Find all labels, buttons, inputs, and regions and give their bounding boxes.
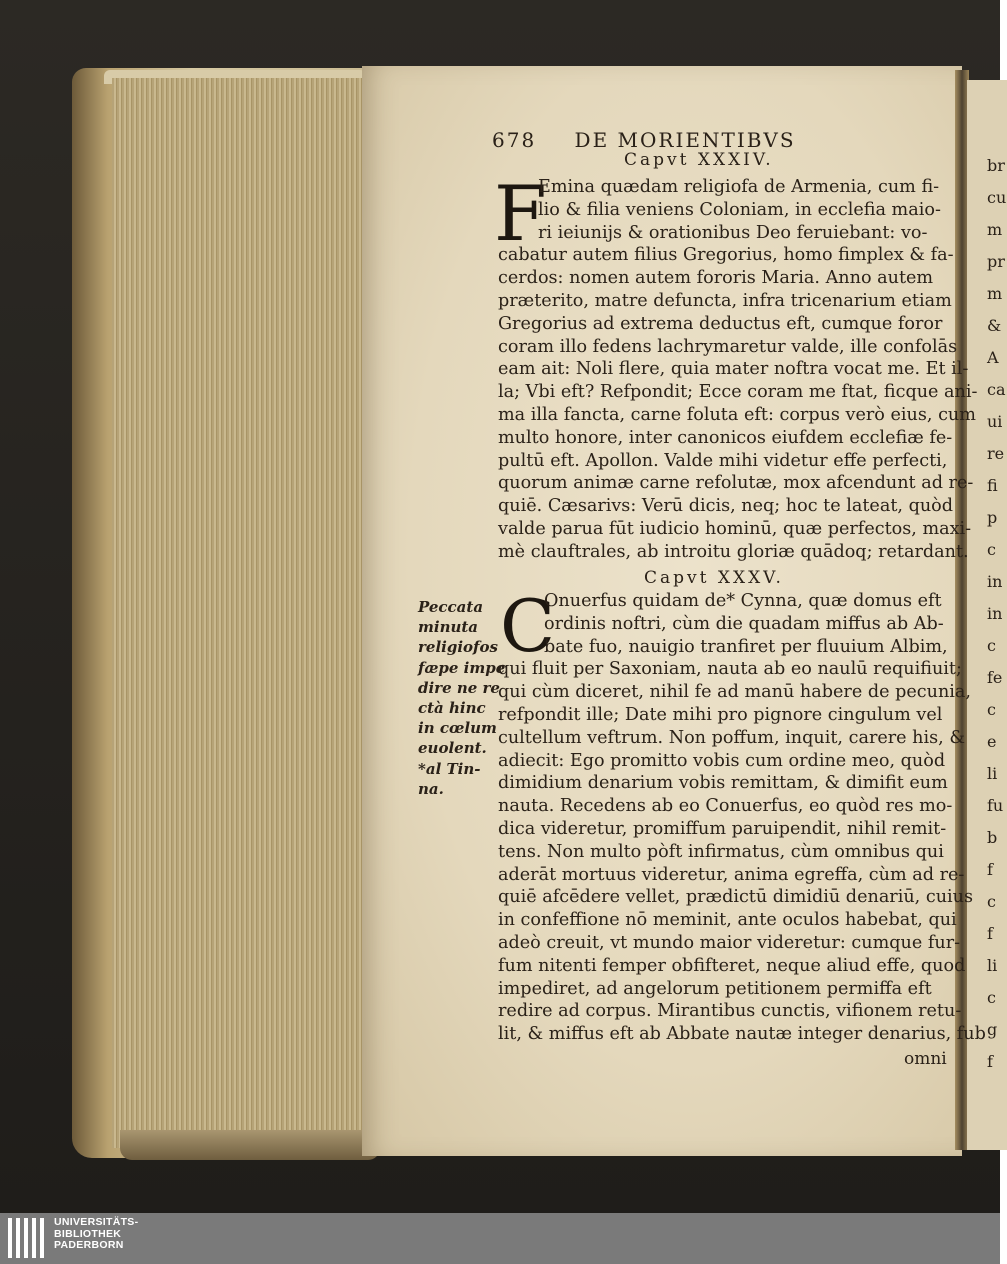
facing-page-fragment: pr: [987, 252, 1005, 271]
text-line: tens. Non multo pòft infirmatus, cùm omnibus qui: [498, 841, 944, 862]
text-line: fum nitenti femper obfifteret, neque aliud effe, quod: [498, 955, 966, 976]
text-line: ma illa fancta, carne foluta eft: corpus verò eius, cum: [498, 404, 976, 425]
marginal-note-line: in cœlum: [418, 719, 497, 738]
logo-line-1: UNIVERSITÄTS-: [54, 1216, 139, 1228]
chapter-heading-35: Capvt XXXV.: [644, 568, 784, 588]
facing-page-fragment: m: [987, 284, 1003, 303]
marginal-note-line: Peccata: [418, 598, 484, 616]
text-line: adeò creuit, vt mundo maior videretur: cumque fur-: [498, 932, 961, 953]
facing-page-fragment: re: [987, 444, 1005, 463]
facing-page-fragment: ca: [987, 380, 1006, 399]
facing-page-fragment: li: [987, 956, 998, 975]
page-block-edges: [112, 78, 365, 1148]
facing-page-fragment: p: [987, 508, 998, 527]
facing-page-fragment: A: [987, 348, 999, 367]
text-line: cabatur autem filius Gregorius, homo fimplex & fa-: [498, 245, 954, 266]
facing-page-fragment: &: [987, 316, 1002, 335]
text-line: Gregorius ad extrema deductus eft, cumque foror: [498, 313, 943, 334]
facing-page-fragment: e: [987, 732, 997, 751]
marginal-note-line: ctà hinc: [418, 699, 486, 718]
facing-page-fragment: in: [987, 572, 1003, 591]
facing-page-fragment: c: [987, 988, 996, 1007]
drop-capital-f: F: [494, 169, 547, 258]
facing-page-fragment: in: [987, 604, 1003, 623]
text-line: multo honore, inter canonicos eiufdem ecclefiæ fe-: [498, 427, 953, 448]
facing-page-fragment: ui: [987, 412, 1003, 431]
facing-page-fragment: li: [987, 764, 998, 783]
running-header: [492, 128, 796, 152]
facing-page-fragment: fi: [987, 476, 998, 495]
marginal-note-line: na.: [418, 779, 444, 798]
facing-page-fragment: m: [987, 220, 1003, 239]
text-line: valde parua fūt iudicio hominū, quæ perfectos, maxi-: [498, 518, 972, 539]
text-line: refpondit ille; Date mihi pro pignore cingulum vel: [498, 704, 943, 725]
text-line: ordinis noftri, cùm die quadam miffus ab Ab-: [544, 613, 944, 634]
marginal-note: [418, 597, 505, 799]
facing-page-fragment: f: [987, 860, 993, 879]
page-number: 678: [492, 128, 537, 152]
facing-page-fragment: br: [987, 156, 1005, 175]
marginal-note-line: dire ne re: [418, 678, 500, 697]
facing-page-fragment: c: [987, 892, 996, 911]
marginal-note-line: religiofos: [418, 638, 498, 657]
text-line: dica videretur, promiffum paruipendit, nihil remit-: [498, 818, 947, 839]
facing-page-fragment: g: [987, 1020, 998, 1039]
facing-page-fragment: c: [987, 700, 996, 719]
text-line: cerdos: nomen autem fororis Maria. Anno autem: [498, 268, 934, 289]
drop-capital-c: C: [500, 584, 556, 668]
marginal-note-line: euolent.: [418, 739, 487, 758]
catchword: omni: [904, 1049, 947, 1069]
text-line: eam ait: Noli flere, quia mater noftra vocat me. Et il-: [498, 359, 969, 380]
text-line: redire ad corpus. Mirantibus cunctis, vifionem retu-: [498, 1001, 962, 1022]
chapter-35-text: [498, 584, 986, 1046]
text-line: ri ieiunijs & orationibus Deo feruiebant: vo-: [538, 222, 928, 243]
marginal-note-line: minuta: [418, 618, 479, 637]
facing-page-fragment: f: [987, 1052, 993, 1071]
text-line: in confeffione nō meminit, ante oculos habebat, qui: [498, 910, 957, 931]
text-line: quorum animæ carne refolutæ, mox afcendunt ad re-: [498, 473, 974, 494]
text-line: cultellum veftrum. Non poffum, inquit, carere his, &: [498, 727, 966, 748]
logo-line-2: BIBLIOTHEK: [54, 1227, 122, 1240]
logo-line-3: PADERBORN: [54, 1239, 124, 1251]
text-line: pultū eft. Apollon. Valde mihi videtur effe perfecti,: [498, 450, 948, 471]
text-line: bate fuo, nauigio tranfiret per fluuium Albim,: [544, 636, 948, 657]
text-line: præterito, matre defuncta, infra tricenarium etiam: [498, 290, 952, 311]
facing-page-fragment: b: [987, 828, 998, 847]
marginal-note-line: fæpe impe: [418, 658, 506, 677]
text-line: Onuerfus quidam de* Cynna, quæ domus eft: [544, 591, 942, 611]
facing-page-fragment: c: [987, 636, 996, 655]
facing-page-fragment: fu: [987, 796, 1004, 815]
facing-page-fragment: c: [987, 540, 996, 559]
library-footer-bar: [0, 1213, 1000, 1264]
text-line: quiē. Cæsarivs: Verū dicis, neq; hoc te lateat, quòd: [498, 496, 954, 517]
chapter-34-text: [498, 176, 977, 564]
text-line: aderāt mortuus videretur, anima egreffa, cùm ad re-: [498, 864, 965, 885]
text-line: dimidium denarium vobis remittam, & dimifit eum: [498, 773, 948, 794]
marginal-note-line: *al Tin-: [418, 759, 481, 778]
chapter-heading-34: Capvt XXXIV.: [624, 150, 774, 170]
facing-page-fragment: fe: [987, 668, 1003, 687]
text-line: adiecit: Ego promitto vobis cum ordine meo, quòd: [498, 750, 946, 771]
facing-page-fragment: f: [987, 924, 993, 943]
text-line: lit, & miffus eft ab Abbate nautæ integer denarius, fub: [498, 1024, 986, 1045]
text-line: qui fluit per Saxoniam, nauta ab eo naulū requifiuit;: [498, 659, 962, 680]
library-logo-text: [54, 1217, 138, 1252]
book-foot: [120, 1130, 380, 1160]
text-line: la; Vbi eft? Refpondit; Ecce coram me ftat, ficque ani-: [498, 382, 978, 403]
text-line: mè clauftrales, ab introitu gloriæ quādoq; retardant.: [498, 541, 969, 562]
library-logo-icon: [8, 1218, 48, 1258]
text-line: Emina quædam religiofa de Armenia, cum fi-: [538, 177, 940, 197]
text-line: coram illo fedens lachrymaretur valde, ille confolās: [498, 336, 958, 357]
facing-page-fragment: cu: [987, 188, 1007, 207]
text-line: lio & filia veniens Coloniam, in ecclefia maio-: [538, 199, 941, 220]
text-line: qui cùm diceret, nihil fe ad manū habere de pecunia,: [498, 682, 972, 703]
text-line: quiē afcēdere vellet, prædictū dimidiū denariū, cuius: [498, 887, 974, 908]
running-head-title: DE MORIENTIBVS: [574, 128, 796, 152]
text-line: impediret, ad angelorum petitionem permiffa eft: [498, 978, 932, 999]
text-line: nauta. Recedens ab eo Conuerfus, eo quòd res mo-: [498, 796, 953, 817]
